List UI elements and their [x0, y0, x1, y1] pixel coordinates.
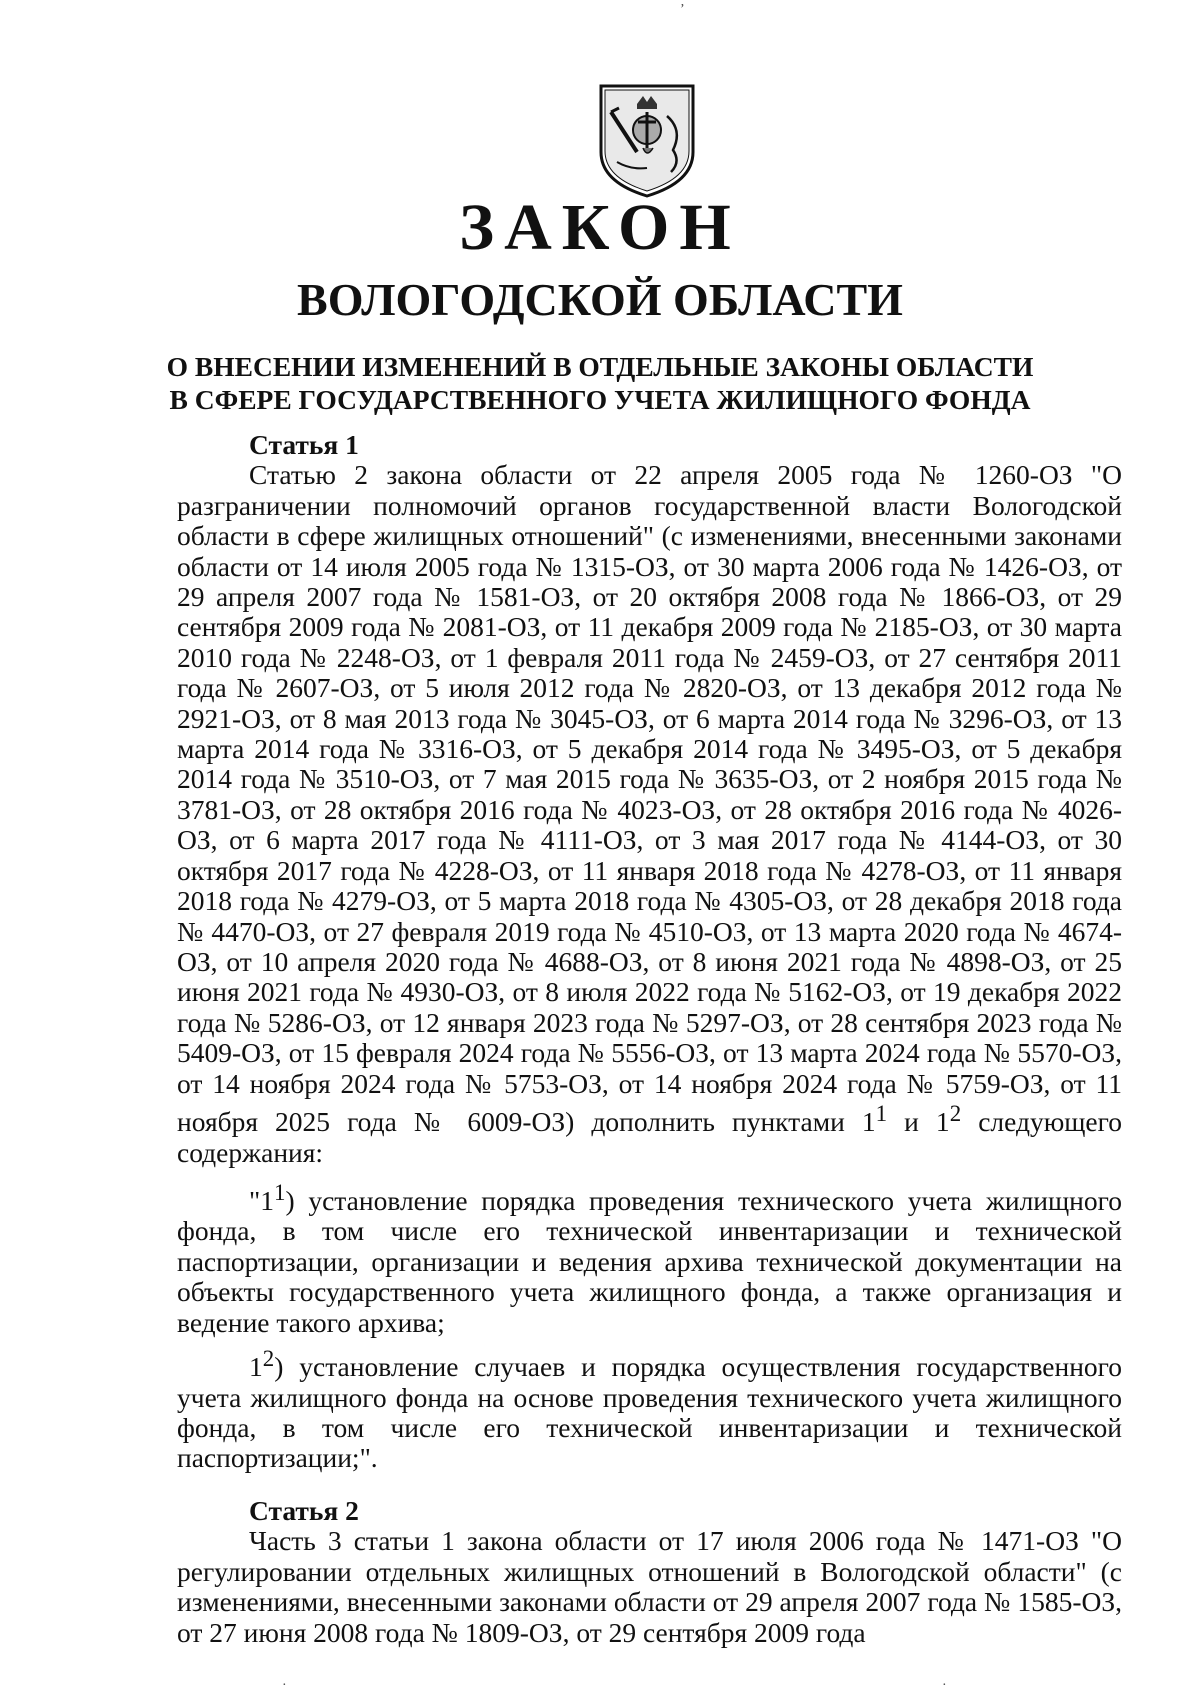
item-number: "1 — [249, 1185, 274, 1217]
coat-of-arms-icon — [597, 82, 697, 200]
article-1-item-1 — [177, 1178, 1122, 1338]
region-subtitle: ВОЛОГОДСКОЙ ОБЛАСТИ — [297, 274, 903, 325]
article-1-item-2 — [177, 1344, 1122, 1474]
item-number: 1 — [249, 1351, 263, 1383]
item-text: ) установление порядка проведения технического учета жилищного фонда, в том числе его технической инвентаризации и технической паспортизации, организации и ведения архива технической документации на объекты государственного учета жилищного фонда, а также организация и ведение такого архива; — [177, 1185, 1122, 1338]
article-1-text: Статью 2 закона области от 22 апреля 2005 года № 1260-ОЗ "О разграничении полномочий органов государственной власти Вологодской области в сфере жилищных отношений" (с изменениями, внесенными законами области от 14 июля 2005 года № 1315-ОЗ, от 30 марта 2006 года № 1426-ОЗ, от 29 апреля 2007 года № 1581-ОЗ, от 20 октября 2008 года № 1866-ОЗ, от 29 сентября 2009 года № 2081-ОЗ, от 11 декабря 2009 года № 2185-ОЗ, от 30 марта 2010 года № 2248-ОЗ, от 1 февраля 2011 года № 2459-ОЗ, от 27 сентября 2011 года № 2607-ОЗ, от 5 июля 2012 года № 2820-ОЗ, от 13 декабря 2012 года № 2921-ОЗ, от 8 мая 2013 года № 3045-ОЗ, от 6 марта 2014 года № 3296-ОЗ, от 13 марта 2014 года № 3316-ОЗ, от 5 декабря 2014 года № 3495-ОЗ, от 5 декабря 2014 года № 3510-ОЗ, от 7 мая 2015 года № 3635-ОЗ, от 2 ноября 2015 года № 3781-ОЗ, от 28 октября 2016 года № 4023-ОЗ, от 28 октября 2016 года № 4026-ОЗ, от 6 марта 2017 года № 4111-ОЗ, от 3 мая 2017 года № 4144-ОЗ, от 30 октября 2017 года № 4228-ОЗ, от 11 января 2018 года № 4278-ОЗ, от 11 января 2018 года № 4279-ОЗ, от 5 марта 2018 года № 4305-ОЗ, от 28 декабря 2018 года № 4470-ОЗ, от 27 февраля 2019 года № 4510-ОЗ, от 13 марта 2020 года № 4674-ОЗ, от 10 апреля 2020 года № 4688-ОЗ, от 8 июня 2021 года № 4898-ОЗ, от 25 июня 2021 года № 4930-ОЗ, от 8 июля 2022 года № 5162-ОЗ, от 19 декабря 2022 года № 5286-ОЗ, от 12 января 2023 года № 5297-ОЗ, от 28 сентября 2023 года № 5409-ОЗ, от 15 февраля 2024 года № 5556-ОЗ, от 13 марта 2024 года № 5570-ОЗ, от 14 ноября 2024 года № 5753-ОЗ, от 14 ноября 2024 года № 5759-ОЗ, от 11 ноября 2025 года № 6009-ОЗ) дополнить пунктами 1 — [177, 459, 1122, 1138]
scan-mark: · — [942, 1678, 947, 1693]
article-1-paragraph — [177, 460, 1122, 1168]
item-text: ) установление случаев и порядка осуществления государственного учета жилищного фонда на основе проведения технического учета жилищного фонда, в том числе его технической инвентаризации и технической паспортизации;". — [177, 1351, 1122, 1474]
superscript: 2 — [949, 1100, 962, 1126]
article-1-heading: Статья 1 — [249, 429, 359, 460]
law-title: ЗАКОН — [459, 191, 741, 264]
law-heading-line-1: О ВНЕСЕНИИ ИЗМЕНЕНИЙ В ОТДЕЛЬНЫЕ ЗАКОНЫ ОБЛАСТИ — [166, 351, 1034, 382]
superscript: 1 — [875, 1100, 888, 1126]
scan-mark: · — [282, 1678, 287, 1693]
article-2-heading: Статья 2 — [249, 1494, 359, 1526]
article-1-text-and: и 1 — [887, 1106, 950, 1138]
law-heading-line-2: В СФЕРЕ ГОСУДАРСТВЕННОГО УЧЕТА ЖИЛИЩНОГО ФОНДА — [169, 384, 1031, 415]
document-body — [177, 430, 1122, 1648]
article-2-paragraph: Часть 3 статьи 1 закона области от 17 июля 2006 года № 1471-ОЗ "О регулировании отдельных жилищных отношений в Вологодской области" (с изменениями, внесенными законами области от 29 апреля 2007 года № 1585-ОЗ, от 27 июня 2008 года № 1809-ОЗ, от 29 сентября 2009 года — [177, 1525, 1122, 1648]
superscript: 2 — [262, 1346, 275, 1372]
superscript: 1 — [273, 1179, 286, 1205]
scan-mark: ʼ — [680, 2, 685, 17]
law-heading — [130, 350, 1070, 416]
article-1-text-end: следующего содержания: — [177, 1106, 1122, 1168]
